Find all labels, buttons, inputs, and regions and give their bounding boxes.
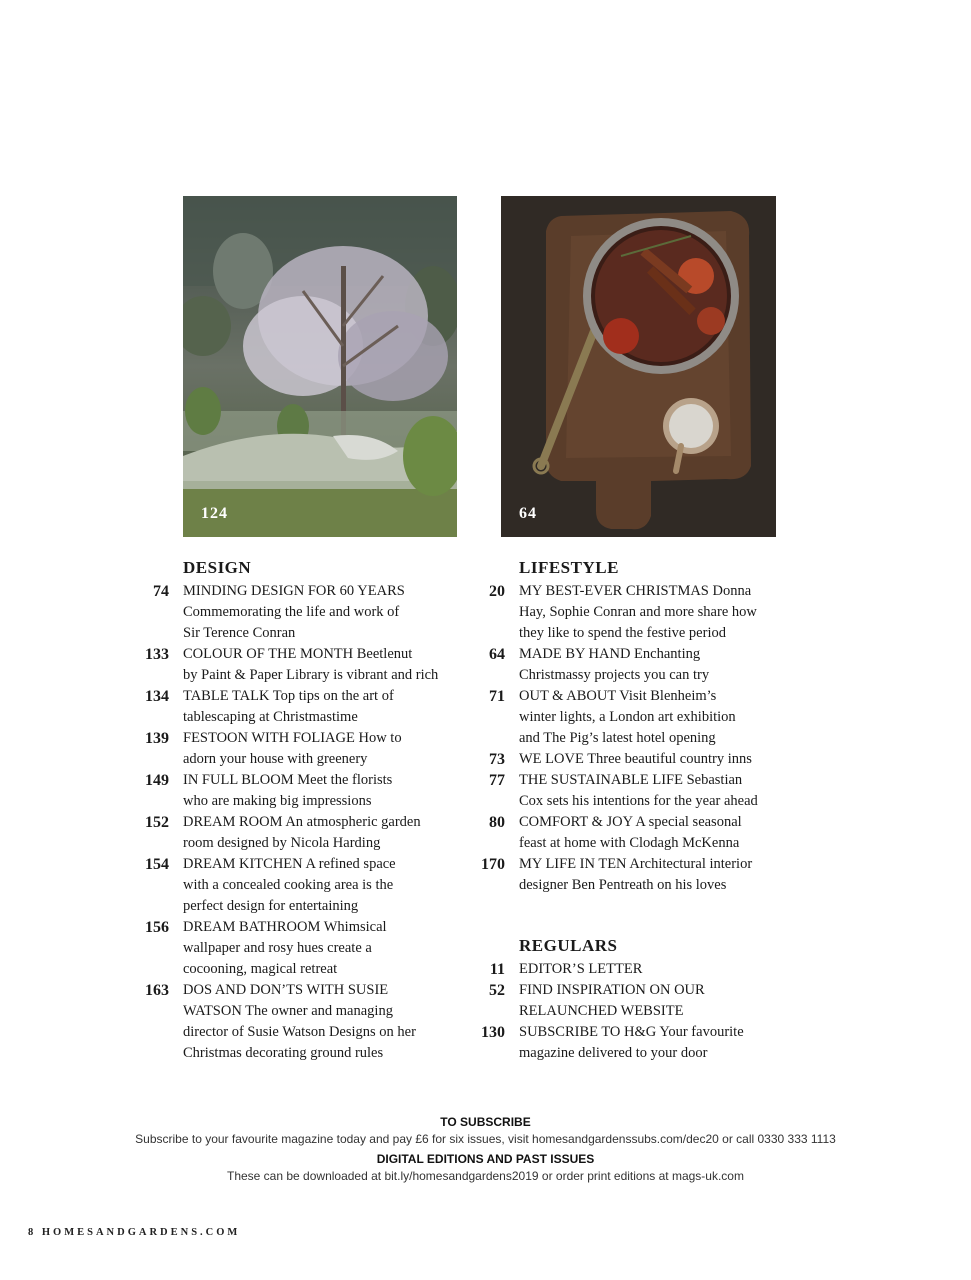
- toc-page-number: 152: [145, 814, 169, 831]
- toc-entry-text: Christmassy projects you can try: [519, 667, 710, 683]
- toc-entry-text: room designed by Nicola Harding: [183, 835, 381, 851]
- toc-entry[interactable]: [145, 770, 445, 812]
- toc-entry-text: director of Susie Watson Designs on her: [183, 1024, 416, 1040]
- toc-entry-text: TABLE TALK Top tips on the art of: [183, 688, 394, 704]
- toc-entry-text: EDITOR’S LETTER: [519, 961, 643, 977]
- toc-entry-text: Christmas decorating ground rules: [183, 1045, 384, 1061]
- toc-entry-text: COMFORT & JOY A special seasonal: [519, 814, 742, 830]
- toc-page-number: 20: [489, 583, 505, 600]
- regulars-section: [481, 935, 781, 1064]
- toc-page-number: 11: [489, 961, 505, 978]
- toc-entry[interactable]: [489, 581, 781, 644]
- toc-entry-text: SUBSCRIBE TO H&G Your favourite: [519, 1024, 744, 1040]
- toc-entry-text: DREAM ROOM An atmospheric garden: [183, 814, 421, 830]
- toc-entry-text: MADE BY HAND Enchanting: [519, 646, 701, 662]
- toc-entry-text: wallpaper and rosy hues create a: [183, 940, 372, 956]
- toc-entry-text: perfect design for entertaining: [183, 898, 359, 914]
- toc-page-number: 133: [145, 646, 169, 663]
- design-entries: [145, 581, 445, 1064]
- toc-entry-text: feast at home with Clodagh McKenna: [519, 835, 740, 851]
- subscribe-heading: TO SUBSCRIBE: [440, 1115, 531, 1129]
- toc-entry[interactable]: [145, 812, 445, 854]
- toc-page-number: 130: [481, 1024, 505, 1041]
- toc-entry[interactable]: [145, 686, 445, 728]
- toc-page-number: 74: [153, 583, 169, 600]
- mulled-wine-illustration: [501, 196, 776, 537]
- toc-page-number: 71: [489, 688, 505, 705]
- toc-entry[interactable]: [489, 686, 781, 749]
- toc-entry-text: WE LOVE Three beautiful country inns: [519, 751, 752, 767]
- toc-page-number: 52: [489, 982, 505, 999]
- toc-entry[interactable]: [489, 749, 781, 770]
- toc-page-number: 149: [145, 772, 169, 789]
- design-section: [145, 557, 445, 1064]
- toc-entry[interactable]: [145, 644, 445, 686]
- toc-page-number: 154: [145, 856, 169, 873]
- subscribe-text: Subscribe to your favourite magazine today and pay £6 for six issues, visit homesandgardenssubs.com/dec20 or call 0330 333 1113: [135, 1132, 836, 1146]
- toc-entry[interactable]: [489, 812, 781, 854]
- toc-entry-text: Hay, Sophie Conran and more share how: [519, 604, 757, 620]
- toc-page-number: 77: [489, 772, 505, 789]
- toc-entry[interactable]: [145, 980, 445, 1064]
- toc-entry[interactable]: [153, 581, 445, 644]
- toc-page-number: 73: [489, 751, 505, 768]
- toc-entry-text: MY LIFE IN TEN Architectural interior: [519, 856, 753, 872]
- toc-page-number: 134: [145, 688, 169, 705]
- frosted-garden-illustration: [183, 196, 457, 537]
- toc-entry-text: THE SUSTAINABLE LIFE Sebastian: [519, 772, 743, 788]
- toc-entry[interactable]: [489, 980, 781, 1022]
- toc-entry-text: Cox sets his intentions for the year ahead: [519, 793, 758, 809]
- toc-entry-text: Commemorating the life and work of: [183, 604, 400, 620]
- lifestyle-section: [481, 557, 781, 896]
- toc-entry[interactable]: [489, 644, 781, 686]
- toc-page-number: 163: [145, 982, 169, 999]
- toc-page-number: 156: [145, 919, 169, 936]
- toc-entry-text: designer Ben Pentreath on his loves: [519, 877, 727, 893]
- toc-page-number: 170: [481, 856, 505, 873]
- lifestyle-entries: [481, 581, 781, 896]
- section-title: DESIGN: [183, 558, 252, 577]
- regulars-entries: [481, 959, 781, 1064]
- toc-page-number: 64: [489, 646, 505, 663]
- toc-entry[interactable]: [145, 854, 445, 917]
- toc-entry-text: winter lights, a London art exhibition: [519, 709, 736, 725]
- toc-entry-text: IN FULL BLOOM Meet the florists: [183, 772, 393, 788]
- toc-entry[interactable]: [145, 917, 445, 980]
- subscribe-block: [0, 1115, 971, 1183]
- page-folio: 8 HOMESANDGARDENS.COM: [28, 1227, 241, 1238]
- toc-entry-text: adorn your house with greenery: [183, 751, 368, 767]
- digital-editions-text: These can be downloaded at bit.ly/homesandgardens2019 or order print editions at mags-uk.com: [227, 1169, 744, 1183]
- toc-entry-text: WATSON The owner and managing: [183, 1003, 393, 1019]
- toc-entry[interactable]: [145, 728, 445, 770]
- photo-page-number: 124: [201, 505, 228, 522]
- toc-entry-text: FESTOON WITH FOLIAGE How to: [183, 730, 402, 746]
- toc-entry-text: DREAM BATHROOM Whimsical: [183, 919, 387, 935]
- toc-entry-text: DREAM KITCHEN A refined space: [183, 856, 396, 872]
- toc-entry-text: magazine delivered to your door: [519, 1045, 708, 1061]
- toc-entry-text: by Paint & Paper Library is vibrant and rich: [183, 667, 439, 683]
- toc-entry-text: they like to spend the festive period: [519, 625, 726, 641]
- toc-entry-text: MINDING DESIGN FOR 60 YEARS: [183, 583, 405, 599]
- toc-entry-text: tablescaping at Christmastime: [183, 709, 358, 725]
- toc-entry-text: DOS AND DON’TS WITH SUSIE: [183, 982, 389, 998]
- toc-entry-text: Sir Terence Conran: [183, 625, 296, 641]
- toc-entry-text: with a concealed cooking area is the: [183, 877, 394, 893]
- photo-frosted-garden: [183, 196, 457, 537]
- photo-page-number: 64: [519, 505, 537, 522]
- toc-entry-text: FIND INSPIRATION ON OUR: [519, 982, 705, 998]
- digital-editions-heading: DIGITAL EDITIONS AND PAST ISSUES: [376, 1152, 595, 1166]
- toc-entry-text: OUT & ABOUT Visit Blenheim’s: [519, 688, 717, 704]
- toc-entry[interactable]: [489, 959, 781, 980]
- toc-entry-text: COLOUR OF THE MONTH Beetlenut: [183, 646, 413, 662]
- toc-entry-text: who are making big impressions: [183, 793, 372, 809]
- section-title: REGULARS: [519, 936, 618, 955]
- toc-entry-text: MY BEST-EVER CHRISTMAS Donna: [519, 583, 752, 599]
- toc-entry[interactable]: [481, 854, 781, 896]
- photo-mulled-wine-pan: [501, 196, 776, 537]
- toc-entry[interactable]: [481, 1022, 781, 1064]
- toc-entry-text: cocooning, magical retreat: [183, 961, 338, 977]
- toc-entry[interactable]: [489, 770, 781, 812]
- toc-entry-text: RELAUNCHED WEBSITE: [519, 1003, 684, 1019]
- section-title: LIFESTYLE: [519, 558, 619, 577]
- toc-page-number: 80: [489, 814, 505, 831]
- toc-entry-text: and The Pig’s latest hotel opening: [519, 730, 716, 746]
- toc-page-number: 139: [145, 730, 169, 747]
